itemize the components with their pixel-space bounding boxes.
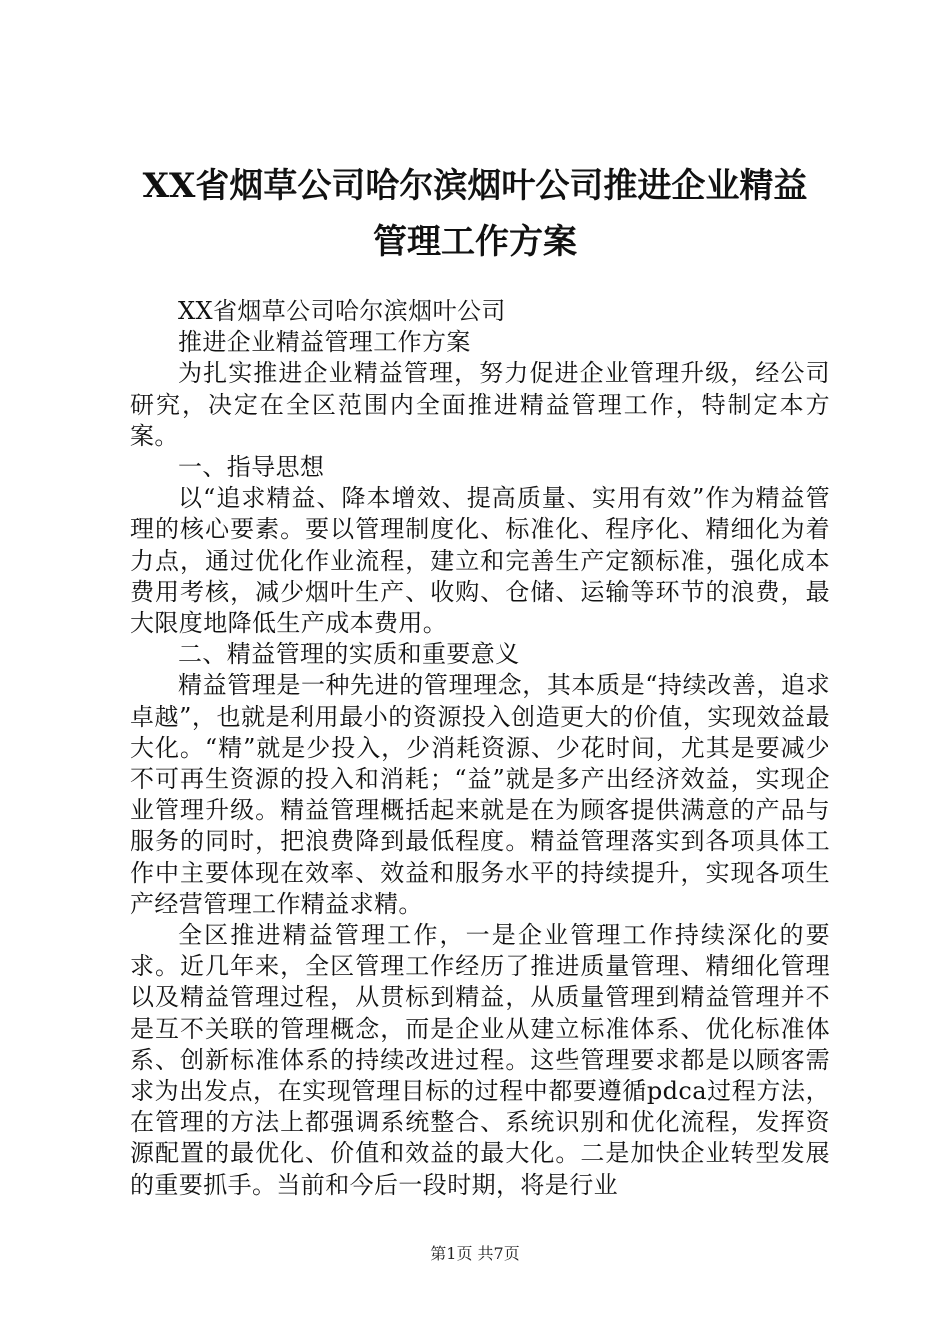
section-heading-1: 一、指导思想	[178, 453, 325, 482]
title-line-2: 管理工作方案	[373, 222, 577, 262]
paragraph-guiding-thought: 以“追求精益、降本增效、提高质量、实用有效”作为精益管理的核心要素。要以管理制度化、标准化、程序化、精细化为着力点，通过优化作业流程，建立和完善生产定额标准，强化成本费用考核，减少烟叶生产、收购、仓储、运输等环节的浪费，最大限度地降低生产成本费用。	[130, 484, 830, 638]
paragraph-significance: 全区推进精益管理工作，一是企业管理工作持续深化的要求。近几年来，全区管理工作经历了推进质量管理、精细化管理以及精益管理过程，从贯标到精益，从质量管理到精益管理并不是互不关联的管理概念，而是企业从建立标准体系、优化标准体系、创新标准体系的持续改进过程。这些管理要求都是以顾客需求为出发点，在实现管理目标的过程中都要遵循pdca过程方法，在管理的方法上都强调系统整合、系统识别和优化流程，发挥资源配置的最优化、价值和效益的最大化。二是加快企业转型发展的重要抓手。当前和今后一段时期，将是行业	[130, 921, 830, 1199]
paragraph-intro: 为扎实推进企业精益管理，努力促进企业管理升级，经公司研究，决定在全区范围内全面推进精益管理工作，特制定本方案。	[130, 359, 830, 450]
document-body	[130, 296, 830, 1201]
document-title	[120, 158, 830, 270]
section-heading-2: 二、精益管理的实质和重要意义	[178, 640, 520, 669]
subtitle-company: XX省烟草公司哈尔滨烟叶公司	[178, 297, 506, 325]
page-number-footer: 第1页 共7页	[430, 1244, 520, 1263]
title-line-1: XX省烟草公司哈尔滨烟叶公司推进企业精益	[142, 166, 808, 206]
subtitle-plan: 推进企业精益管理工作方案	[178, 328, 471, 357]
paragraph-essence: 精益管理是一种先进的管理理念，其本质是“持续改善，追求卓越”，也就是利用最小的资源投入创造更大的价值，实现效益最大化。“精”就是少投入，少消耗资源、少花时间，尤其是要减少不可再生资源的投入和消耗；“益”就是多产出经济效益，实现企业管理升级。精益管理概括起来就是在为顾客提供满意的产品与服务的同时，把浪费降到最低程度。精益管理落实到各项具体工作中主要体现在效率、效益和服务水平的持续提升，实现各项生产经营管理工作精益求精。	[130, 671, 830, 918]
